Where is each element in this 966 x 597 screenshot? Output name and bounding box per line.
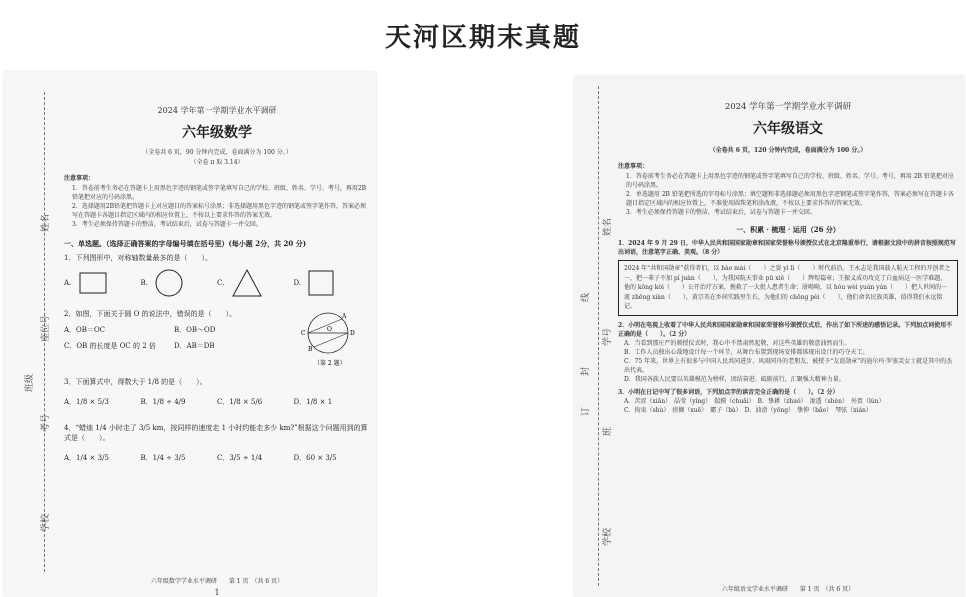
sidebar-seat-label: 座位号: [41, 314, 51, 342]
math-note-2: 2．选择题用2B铅笔把答题卡上对应题目的答案标号涂黑；非选择题用黑色字迹的钢笔或签字笔作答，答案必须写在答题卡各题目指定区域内的相应位置上，不按以上要求作答的答案无效。: [72, 203, 367, 219]
math-note-3: 3．考生必须保持答题卡的整洁，考试结束后，试卷与答题卡一并交回。: [72, 221, 262, 228]
chinese-q3-stem: 3．小明在日记中写了很多词语，下列加点字的读音完全正确的是（ ）。（2 分）: [618, 388, 839, 396]
chinese-note-2: 2．单选题用 2B 铅笔把所选的字母标号涂黑；填空题和非选择题必须用黑色字迹钢笔或签字笔作答，答案必须写在答题卡各题目指定区域内的相应位置上，不准使用圆珠笔和涂改液，不按以上要求作答的答案无效。: [626, 191, 954, 207]
sidebar-school-label: 学校: [41, 513, 51, 532]
math-q1-options: [64, 263, 370, 303]
chinese-notes-title: 注意事项：: [618, 163, 649, 170]
square-shape-icon: [78, 271, 108, 295]
triangle-shape-icon: [231, 268, 263, 298]
math-q1-option-b: B.: [141, 268, 218, 298]
circle-shape-icon: [154, 268, 184, 298]
chinese-q2-option-d: D．我国各族人民要以英雄模范为榜样，团结奋进、砥砺前行，汇聚强大精神力量。: [624, 375, 845, 383]
chinese-page-footer: 六年级语文学业水平调研 第 1 页 （共 6 页）: [721, 586, 855, 593]
banner: [0, 0, 966, 70]
math-page-number: 1: [214, 588, 220, 597]
math-note-1: 1．答卷前考生务必在答题卡上用黑色字迹的钢笔或签字笔填写自己的学校、班级、姓名、学号、考号，再用2B铅笔把对应的号码涂黑。: [72, 185, 367, 201]
sidebar-school-label: 学校: [603, 527, 613, 546]
math-section-1: 一、单选题。（选择正确答案的字母编号填在括号里）(每小题 2分，共 20 分): [64, 239, 307, 248]
chinese-note-3: 3．考生必须保持答题卡的整洁，考试结束后，试卷与答题卡一并交回。: [626, 209, 816, 216]
math-title: 六年级数学: [182, 125, 252, 141]
svg-text:B: B: [308, 346, 313, 353]
math-binding-strip: [4, 72, 60, 597]
svg-text:A: A: [342, 313, 347, 320]
svg-text:D: D: [350, 330, 355, 337]
chinese-q2-option-a: A．当看到那庄严的颁授仪式时，我心中不禁肃然起敬，对这些英雄的敬意油然而生。: [624, 339, 851, 347]
math-q2-stem: 2．如图，下面关于圆 O 的说法中，错误的是（ ）。: [64, 310, 237, 318]
math-q3-option-b: B．1/8 ÷ 4/9: [140, 398, 186, 406]
chinese-q2-option-b: B．工作人员独出心裁地设计每一个环节，从舞台布置到现场安排都体现出设计的巧夺天工。: [624, 348, 869, 356]
chinese-q1-stem: 1．2024 年 9 月 29 日，中华人民共和国国家勋章和国家荣誉称号颁授仪式在北京隆重举行，请根据文段中的拼音按照规范写出词语，注意笔字正确、美观。（8 分）: [618, 240, 956, 256]
banner-title: 天河区期末真题: [384, 22, 581, 53]
math-q1-option-d: D.: [294, 269, 371, 297]
math-q2-option-b: B．OB～OD: [174, 326, 216, 334]
math-q4-option-d: D．60 × 3/5: [293, 454, 337, 462]
math-q4-options: [64, 453, 370, 463]
math-exam-page: [4, 72, 376, 597]
math-q4-stem: 4．“蜡烛 1/4 小时走了 3/5 km，按同样的速度走 1 小时约能走多少 km?”根据这个问题用到的算式是（ ）。: [64, 424, 368, 442]
sidebar-bind-label: 订: [581, 406, 591, 416]
math-q3-options: [64, 397, 370, 407]
svg-text:（第 2 题）: （第 2 题）: [314, 360, 346, 367]
sidebar-class-label: 班: [603, 426, 613, 436]
math-page-footer: 六年级数学学业水平调研 第 1 页 （共 6 页）: [150, 578, 284, 585]
chinese-note-1: 1．答卷前考生务必在答题卡上用黑色字迹的钢笔或签字笔填写自己的学校、班级、姓名、学号、考号，再用 2B 铅笔把对应的号码涂黑。: [626, 173, 954, 189]
chinese-q2-option-c: C．75 年来，世界上有很多与中国人民共同进步、风雨同舟的老朋友，被授予“友谊勋章”的迪尔玛·罗塞芙女士就是其中的杰出代表。: [624, 357, 953, 374]
math-q3-option-a: A．1/8 × 5/3: [64, 398, 109, 406]
cut-line: [598, 86, 599, 586]
math-notes-title: 注意事项：: [64, 175, 95, 182]
math-q2-option-c: C．OB 的长度是 OC 的 2 倍: [64, 342, 156, 350]
chinese-meta: （全卷共 6 页，120 分钟内完成，卷面满分为 100 分。）: [709, 147, 867, 154]
sidebar-line-label: 线: [581, 292, 591, 302]
sidebar-exam-no-label: 考号: [41, 413, 51, 432]
svg-text:O: O: [327, 326, 332, 333]
sidebar-number-label: 学号: [603, 327, 613, 346]
math-meta: （全卷共 6 页，90 分钟内完成，卷面满分为 100 分。）: [142, 149, 292, 156]
chinese-exam-page: [574, 76, 964, 597]
math-q1-option-a: A.: [64, 271, 141, 295]
sidebar-class-label: 班级: [25, 373, 35, 392]
math-q2-option-d: D．AB＝DB: [174, 342, 215, 350]
chinese-q3-options-cd: C．拘束（shù） 搓搁（xuē） 霸子（bà） D．油滑（yōng） 挚伸（bǎo） 琴弦（xián）: [624, 406, 872, 414]
chinese-q1-passage: 2024 年“共和国勋章”获得者们，以 hào mài（ ）之姿 yì lì（ ）时代前沿。王永志是我国载人航天工程的开创者之一，把一辈子不加 pí juàn（ ），为我国航天事业 pū xiě（ ）辉煌篇章；王振义成功攻克了白血病这一医学难题，他的 kōng kòi（ ）公开治疗方案，挽救了一大批人患者生命；屠呦呦，以 hóu wèi yuán yán（ ）把人世间的一流 zhēng xiàn（ ），黄宗英在乡间实践里生长，为他们的 chōng pèi（ ），他们命名民族英雄，值得我们永远铭记。: [618, 260, 958, 316]
square-shape-icon: [307, 269, 335, 297]
svg-text:C: C: [301, 330, 306, 337]
math-q2-option-a: A．OB＝OC: [64, 326, 106, 334]
math-q4-option-a: A．1/4 × 3/5: [64, 454, 109, 462]
chinese-q3-options-ab: A．苦涩（xiān） 晶莹（yíng） 揣摸（chuǎi） B．挚耕（zhuó） 渗透（shèn） 外贾（lún）: [624, 397, 885, 405]
math-q3-option-d: D．1/8 × 1: [293, 398, 333, 406]
sidebar-name-label: 姓名: [41, 213, 51, 232]
circle-diagram: [292, 309, 372, 369]
math-q4-option-b: B．1/4 ÷ 3/5: [140, 454, 186, 462]
math-q4-option-c: C．3/5 ÷ 1/4: [217, 454, 263, 462]
chinese-section-1: 一、积累 · 梳理 · 运用（26 分）: [736, 225, 840, 234]
math-q1-stem: 1．下列图形中，对称轴数量最多的是（ ）。: [64, 254, 212, 262]
math-q3-stem: 3．下面算式中，得数大于 1/8 的是（ ）。: [64, 378, 207, 386]
chinese-q2-stem: 2．小明在电视上收看了中华人民共和国国家勋章和国家荣誉称号颁授仪式后，作出了如下所述的感悟记录。下列加点词使用不正确的是（ ）。（2 分）: [618, 321, 953, 338]
math-q2: [64, 309, 370, 367]
math-q3-option-c: C．1/8 × 5/6: [217, 398, 263, 406]
math-pi-note: （全卷 π 取 3.14）: [190, 159, 244, 166]
sidebar-name-label: 姓名: [603, 217, 613, 236]
math-header-line: 2024 学年第一学期学业水平调研: [157, 106, 277, 115]
chinese-header-line: 2024 学年第一学期学业水平调研: [724, 102, 852, 112]
chinese-title: 六年级语文: [753, 121, 823, 137]
math-q1-option-c: C.: [217, 268, 294, 298]
sidebar-seal-label: 封: [581, 366, 591, 376]
